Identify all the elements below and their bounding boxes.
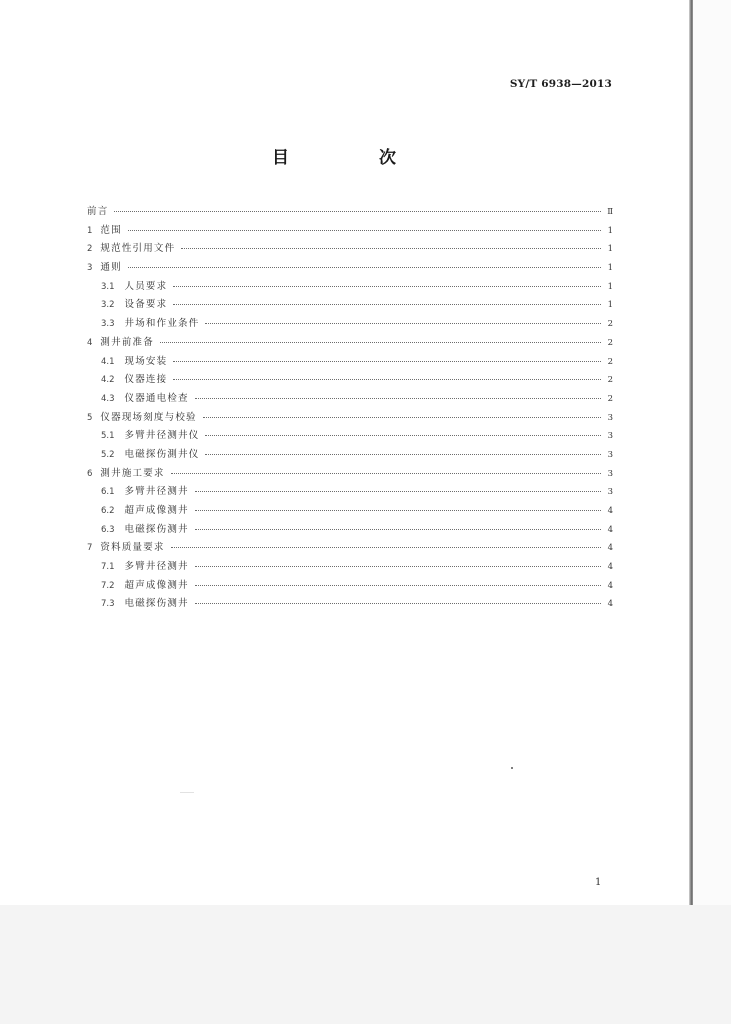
toc-entry-page: 3	[607, 412, 613, 423]
toc-entry-number: 4.1	[101, 356, 115, 367]
toc-entry-page: 2	[607, 356, 613, 367]
toc-entry-page: 1	[607, 225, 613, 236]
toc-entry	[87, 446, 613, 465]
toc-entry-page: 4	[607, 580, 613, 591]
scan-smudge	[180, 792, 194, 793]
toc-entry-label: 设备要求	[124, 299, 168, 311]
toc-entry	[87, 353, 613, 372]
toc-entry	[87, 296, 613, 315]
toc-dot-leader	[205, 323, 601, 324]
toc-entry-number: 5.2	[101, 449, 115, 460]
toc-entry-label: 仪器现场刻度与校验	[100, 411, 197, 423]
scan-edge-shadow	[689, 0, 693, 905]
toc-entry-number: 7.1	[101, 562, 115, 573]
toc-dot-leader	[195, 585, 601, 586]
toc-entry	[87, 558, 613, 577]
toc-entry-page: 4	[607, 543, 613, 554]
toc-entry-page: 1	[607, 300, 613, 311]
toc-entry-page: 4	[607, 524, 613, 535]
toc-dot-leader	[171, 473, 601, 474]
toc-entry-label: 前言	[87, 206, 109, 217]
toc-dot-leader	[205, 435, 601, 436]
toc-entry	[87, 427, 613, 446]
toc-entry-label: 资料质量要求	[100, 542, 165, 554]
toc-entry-number: 3.2	[101, 300, 115, 311]
toc-entry	[87, 203, 613, 222]
toc-dot-leader	[173, 304, 601, 305]
toc-entry-number: 4	[87, 337, 93, 348]
toc-dot-leader	[173, 379, 601, 380]
toc-dot-leader	[173, 286, 601, 287]
toc-entry-number: 4.3	[101, 393, 115, 404]
toc-entry-page: Ⅱ	[607, 207, 613, 217]
toc-entry-page: 2	[607, 375, 613, 386]
toc-entry-label: 通则	[100, 262, 122, 274]
toc-dot-leader	[128, 230, 601, 231]
toc-entry	[87, 222, 613, 241]
toc-entry	[87, 315, 613, 334]
toc-entry-page: 4	[607, 562, 613, 573]
toc-entry-label: 測井前准备	[100, 336, 154, 348]
toc-entry-label: 仪器通电检查	[124, 392, 189, 404]
toc-entry-label: 规范性引用文件	[100, 243, 176, 255]
toc-entry	[87, 595, 613, 614]
toc-entry-number: 3.1	[101, 281, 115, 292]
toc-dot-leader	[195, 603, 601, 604]
toc-entry-label: 现场安装	[124, 355, 168, 367]
toc-entry	[87, 334, 613, 353]
toc-entry	[87, 278, 613, 297]
toc-entry	[87, 390, 613, 409]
toc-dot-leader	[171, 547, 601, 548]
toc-dot-leader	[205, 454, 601, 455]
scan-margin	[693, 0, 731, 905]
toc-entry-page: 3	[607, 468, 613, 479]
toc-entry-label: 多臂井径测井	[124, 561, 189, 573]
toc-entry-number: 3.3	[101, 319, 115, 330]
toc-entry-number: 6	[87, 468, 93, 479]
toc-dot-leader	[195, 566, 601, 567]
toc-entry-label: 多臂井径测井仪	[124, 430, 200, 442]
toc-entry	[87, 577, 613, 596]
toc-entry	[87, 259, 613, 278]
toc-entry-page: 2	[607, 337, 613, 348]
toc-entry-number: 4.2	[101, 375, 115, 386]
table-of-contents	[87, 203, 613, 614]
toc-entry-label: 电磁探伤测井	[124, 523, 189, 535]
toc-entry-number: 6.2	[101, 506, 115, 516]
toc-entry-page: 4	[607, 599, 613, 610]
toc-entry-number: 7.2	[101, 580, 115, 591]
toc-entry	[87, 521, 613, 540]
toc-dot-leader	[195, 510, 601, 511]
toc-entry-number: 2	[87, 244, 93, 255]
toc-dot-leader	[203, 417, 601, 418]
toc-entry-label: 人员要求	[124, 280, 168, 292]
toc-entry	[87, 240, 613, 259]
scan-speck	[511, 767, 513, 769]
toc-entry	[87, 409, 613, 428]
toc-dot-leader	[128, 267, 601, 268]
toc-entry-number: 1	[87, 225, 93, 236]
toc-entry-page: 2	[607, 393, 613, 404]
toc-dot-leader	[195, 491, 601, 492]
toc-entry-number: 3	[87, 263, 93, 274]
toc-entry	[87, 465, 613, 484]
toc-entry-number: 7.3	[101, 599, 115, 610]
toc-entry-label: 电磁探伤测井	[124, 598, 189, 610]
toc-dot-leader	[195, 529, 601, 530]
toc-entry-label: 超声成像测井	[124, 579, 189, 591]
toc-entry-number: 6.1	[101, 487, 115, 498]
toc-entry-page: 4	[607, 506, 613, 516]
toc-dot-leader	[181, 248, 601, 249]
toc-entry-label: 超声成像测井	[124, 505, 189, 516]
toc-entry-page: 3	[607, 449, 613, 460]
toc-entry-page: 3	[607, 431, 613, 442]
toc-dot-leader	[160, 342, 601, 343]
toc-entry	[87, 539, 613, 558]
toc-entry-page: 1	[607, 263, 613, 274]
toc-entry-page: 1	[607, 244, 613, 255]
toc-entry	[87, 502, 613, 521]
toc-entry-number: 6.3	[101, 524, 115, 535]
toc-entry-page: 1	[607, 281, 613, 292]
toc-entry-page: 3	[607, 487, 613, 498]
toc-entry-page: 2	[607, 319, 613, 330]
toc-entry	[87, 483, 613, 502]
page-title: 目 次	[272, 148, 438, 168]
toc-dot-leader	[173, 361, 601, 362]
page-number: 1	[595, 877, 602, 888]
toc-entry-label: 多臂井径测井	[124, 486, 189, 498]
toc-entry-number: 7	[87, 543, 93, 554]
toc-entry-number: 5.1	[101, 431, 115, 442]
toc-entry-label: 井场和作业条件	[124, 318, 200, 330]
scan-bottom-band	[0, 905, 731, 1024]
toc-dot-leader	[195, 398, 601, 399]
toc-entry	[87, 371, 613, 390]
toc-entry-label: 电磁探伤測井仪	[124, 448, 200, 460]
toc-entry-label: 測井施工要求	[100, 467, 165, 479]
toc-entry-number: 5	[87, 412, 93, 423]
standard-number: SY/T 6938—2013	[509, 78, 612, 90]
toc-entry-label: 范围	[100, 224, 122, 236]
toc-entry-label: 仪器连接	[124, 374, 168, 386]
toc-dot-leader	[114, 211, 601, 212]
